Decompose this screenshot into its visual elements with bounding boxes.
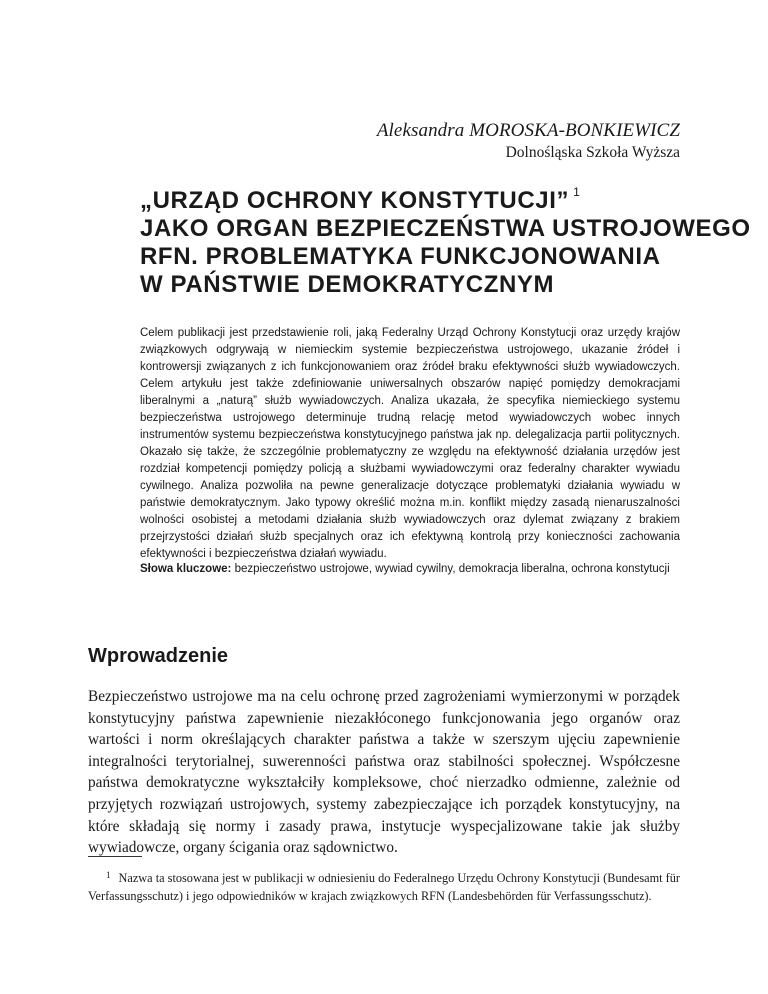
title-footnote-ref[interactable]: 1: [573, 185, 581, 199]
body-paragraph: Bezpieczeństwo ustrojowe ma na celu ochronę przed zagrożeniami wymierzonymi w porządek konstytucyjny państwa zapewnienie niezakłóconego funkcjonowania jego organów oraz wartości i norm określających charakter państwa a także w szerszym ujęciu zapewnienie integralności terytorialnej, suwerenności państwa oraz stabilności społecznej. Współczesne państwa demokratyczne wykształciły kompleksowe, choć nierzadko odmienne, zależnie od przyjętych rozwiązań ustrojowych, systemy zabezpieczające ich porządek konstytucyjny, na które składają się normy i zasady prawa, instytucje wyspecjalizowane takie jak służby wywiadowcze, organy ścigania oraz sądownictwo.: [88, 688, 680, 857]
footnote-divider: [88, 856, 142, 857]
title-line: W PAŃSTWIE DEMOKRATYCZNYM: [140, 271, 555, 298]
title-line: RFN. PROBLEMATYKA FUNKCJONOWANIA: [140, 243, 661, 270]
title-line-text: „URZĄD OCHRONY KONSTYTUCJI”: [140, 187, 570, 214]
article-title: [140, 178, 751, 299]
keywords: [140, 561, 680, 578]
keywords-label: Słowa kluczowe:: [140, 563, 232, 575]
footnote-text: Nazwa ta stosowana jest w publikacji w odniesieniu do Federalnego Urzędu Ochrony Konstytucji (Bundesamt für Verfassungsschutz) i jego odpowiedników w krajach związkowych RFN (Landesbehörden für Verfassungsschutz).: [88, 871, 680, 903]
footnote-number: 1: [106, 870, 111, 880]
keywords-text: bezpieczeństwo ustrojowe, wywiad cywilny, demokracja liberalna, ochrona konstytucji: [234, 563, 670, 575]
author-name: Aleksandra MOROSKA-BONKIEWICZ: [376, 120, 680, 141]
title-line: [140, 178, 700, 215]
title-line: JAKO ORGAN BEZPIECZEŃSTWA USTROJOWEGO: [140, 215, 751, 242]
author-block: [377, 120, 680, 162]
author-affiliation: Dolnośląska Szkoła Wyższa: [505, 144, 680, 161]
abstract: Celem publikacji jest przedstawienie roli, jaką Federalny Urząd Ochrony Konstytucji oraz urzędy krajów związkowych odgrywają w niemieckim systemie bezpieczeństwa ustrojowego, ukazanie źródeł i kontrowersji związanych z ich funkcjonowaniem oraz źródeł braku efektywności służb wywiadowczych. Celem artykułu jest także zdefiniowanie uniwersalnych obszarów napięć pomiędzy demokracjami liberalnymi a „naturą” służb wywiadowczych. Analiza ukazała, że specyfika niemieckiego systemu bezpieczeństwa ustrojowego determinuje trudną relację metod wywiadowczych wobec innych instrumentów systemu bezpieczeństwa konstytucyjnego państwa jak np. delegalizacja partii politycznych. Okazało się także, że szczególnie problematyczny ze względu na efektywność działania urzędów jest rozdział kompetencji pomiędzy policją a służbami wywiadowczymi oraz federalny charakter wywiadu cywilnego. Analiza pozwoliła na pewne generalizacje dotyczące problematyki działania wywiadu w państwie demokratycznym. Jako typowy określić można m.in. konflikt między zasadą nienaruszalności wolności osobistej a metodami działania służb wywiadowczych oraz dylemat związany z brakiem przejrzystości działań służb specjalnych oraz ich efektywną kontrolą przy konieczności zachowania efektywności i bezpieczeństwa działań wywiadu.: [140, 327, 680, 560]
footnote: [88, 867, 680, 905]
section-heading: Wprowadzenie: [88, 645, 229, 667]
